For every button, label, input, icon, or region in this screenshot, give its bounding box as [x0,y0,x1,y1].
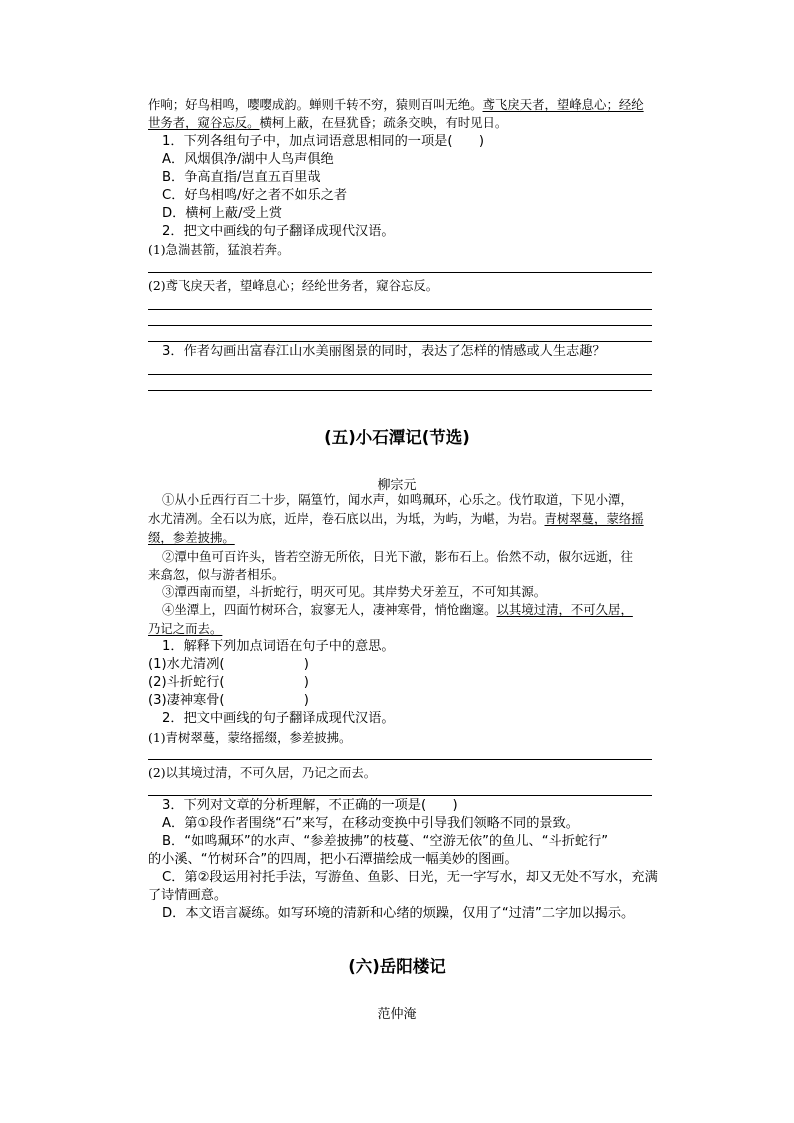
passage-text: ④坐潭上，四面竹树环合，寂寥无人，凄神寒骨，悄怆幽邃。 [162,602,497,617]
underlined-sentence: 鸢飞戾天者，望峰息心；经纶 [482,97,644,112]
answer-line[interactable] [148,374,652,375]
passage-line [148,510,658,527]
passage-line: ③潭西南而望，斗折蛇行，明灭可见。其岸势犬牙差互，不可知其源。 [162,584,547,599]
sub-question: (2)以其境过清，不可久居，乃记之而去。 [148,765,377,780]
question-1: 1．解释下列加点词语在句子中的意思。 [162,639,395,654]
sub-question: (1)青树翠蔓，蒙络摇缀，参差披拂。 [148,730,352,745]
sub-question: (2)斗折蛇行( ) [148,675,309,690]
passage-line [148,114,658,131]
underlined-sentence: 缀，参差披拂。 [148,530,235,545]
question-1: 1．下列各组句子中，加点词语意思相同的一项是( ) [162,134,484,149]
passage-line: ②潭中鱼可百许头，皆若空游无所依，日光下澈，影布石上。佁然不动，俶尔远逝，往 [162,549,633,564]
answer-line[interactable] [148,795,652,796]
section-title: (六)岳阳楼记 [348,957,446,976]
underlined-sentence: 乃记之而去。 [148,621,223,636]
underlined-sentence: 以其境过清，不可久居， [496,602,633,617]
answer-line[interactable] [148,272,652,273]
author-name: 范仲淹 [377,1007,417,1022]
passage-text: 水尤清冽。全石以为底，近岸，卷石底以出，为坻，为屿，为嵁，为岩。 [148,511,545,526]
option-d: D．本文语言凝练。如写环境的清新和心绪的烦躁，仅用了“过清”二字加以揭示。 [162,906,635,921]
underlined-sentence: 青树翠蔓，蒙络摇 [544,511,644,526]
answer-line[interactable] [148,390,652,391]
passage-line [148,620,658,637]
question-3: 3．作者勾画出富春江山水美丽图景的同时，表达了怎样的情感或人生志趣？ [162,344,606,359]
option-b: B．“如鸣珮环”的水声、“参差披拂”的枝蔓、“空游无依”的鱼儿、“斗折蛇行” [162,834,609,849]
option-c: C．好鸟相鸣/好之者不如乐之者 [162,188,348,203]
passage-line [148,96,658,113]
option-b: B．争高直指/岂直五百里哉 [162,170,321,185]
underlined-sentence: 世务者，窥谷忘反。 [148,115,260,130]
answer-line[interactable] [148,309,652,310]
option-a: A．风烟俱净/湖中人鸟声俱绝 [162,152,334,167]
answer-line[interactable] [148,341,652,342]
section-title: (五)小石潭记(节选) [324,428,470,447]
sub-question: (1)水尤清冽( ) [148,657,309,672]
passage-line [148,529,658,546]
question-2: 2．把文中画线的句子翻译成现代汉语。 [162,224,395,239]
option-c-cont: 了诗情画意。 [148,888,228,903]
option-c: C．第②段运用衬托手法，写游鱼、鱼影、日光，无一字写水，却又无处不写水，充满 [162,870,658,885]
answer-line[interactable] [148,759,652,760]
option-d: D．横柯上蔽/受上赏 [162,206,283,221]
passage-text: 横柯上蔽，在昼犹昏；疏条交映，有时见日。 [259,115,508,130]
passage-text: 作响；好鸟相鸣，嘤嘤成韵。蝉则千转不穷，猿则百叫无绝。 [148,97,483,112]
option-a: A．第①段作者围绕“石”来写，在移动变换中引导我们领略不同的景致。 [162,816,579,831]
author-name: 柳宗元 [377,478,417,493]
passage-line: ①从小丘西行百二十步，隔篁竹，闻水声，如鸣珮环，心乐之。伐竹取道，下见小潭， [162,492,633,507]
answer-line[interactable] [148,325,652,326]
question-2: 2．把文中画线的句子翻译成现代汉语。 [162,711,395,726]
question-3: 3．下列对文章的分析理解，不正确的一项是( ) [162,798,458,813]
option-b-cont: 的小溪、“竹树环合”的四周，把小石潭描绘成一幅美妙的图画。 [148,852,518,867]
passage-line: 来翕忽，似与游者相乐。 [148,567,285,582]
sub-question: (3)凄神寒骨( ) [148,693,309,708]
passage-line [162,601,672,618]
sub-question: (1)急湍甚箭，猛浪若奔。 [148,242,290,257]
sub-question: (2)鸢飞戾天者，望峰息心；经纶世务者，窥谷忘反。 [148,278,439,293]
